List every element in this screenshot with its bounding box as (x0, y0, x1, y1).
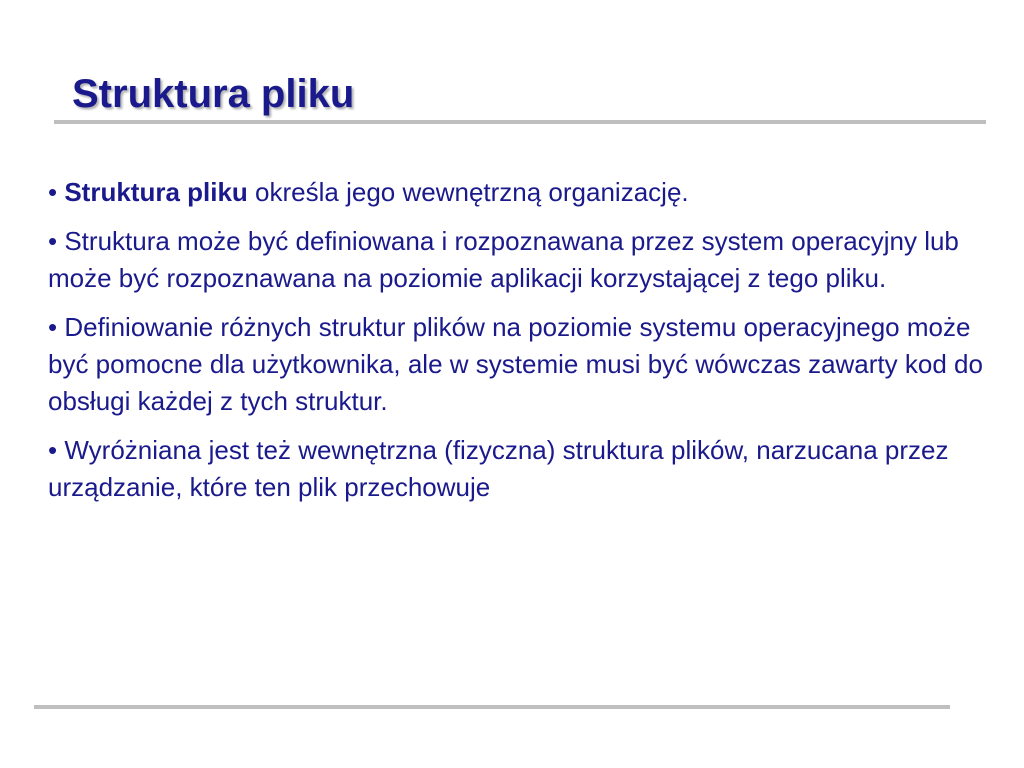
bullet-marker: • (48, 312, 58, 342)
bullet-item-2 (48, 223, 988, 297)
bullet-text: określa jego wewnętrzną organizację. (247, 177, 689, 207)
bullet-list (48, 174, 988, 518)
bullet-marker: • (48, 435, 58, 465)
bullet-text: Wyróżniana jest też wewnętrzna (fizyczna) struktura plików, narzucana przez urządzanie, które ten plik przechowuje (48, 435, 949, 502)
footer-divider (34, 705, 950, 709)
bullet-text: Struktura może być definiowana i rozpoznawana przez system operacyjny lub może być rozpoznawana na poziomie aplikacji korzystającej z tego pliku. (48, 226, 959, 293)
bullet-item-4 (48, 432, 988, 506)
bullet-marker: • (48, 226, 58, 256)
bullet-marker: • (48, 177, 58, 207)
bullet-item-1 (48, 174, 988, 211)
title-divider (54, 120, 986, 124)
bullet-item-3 (48, 309, 988, 420)
bullet-text: Definiowanie różnych struktur plików na poziomie systemu operacyjnego może być pomocne dla użytkownika, ale w systemie musi być wówczas zawarty kod do obsługi każdej z tych struktur. (48, 312, 983, 416)
slide-title: Struktura pliku (72, 72, 355, 116)
bullet-bold-term: Struktura pliku (64, 177, 248, 207)
